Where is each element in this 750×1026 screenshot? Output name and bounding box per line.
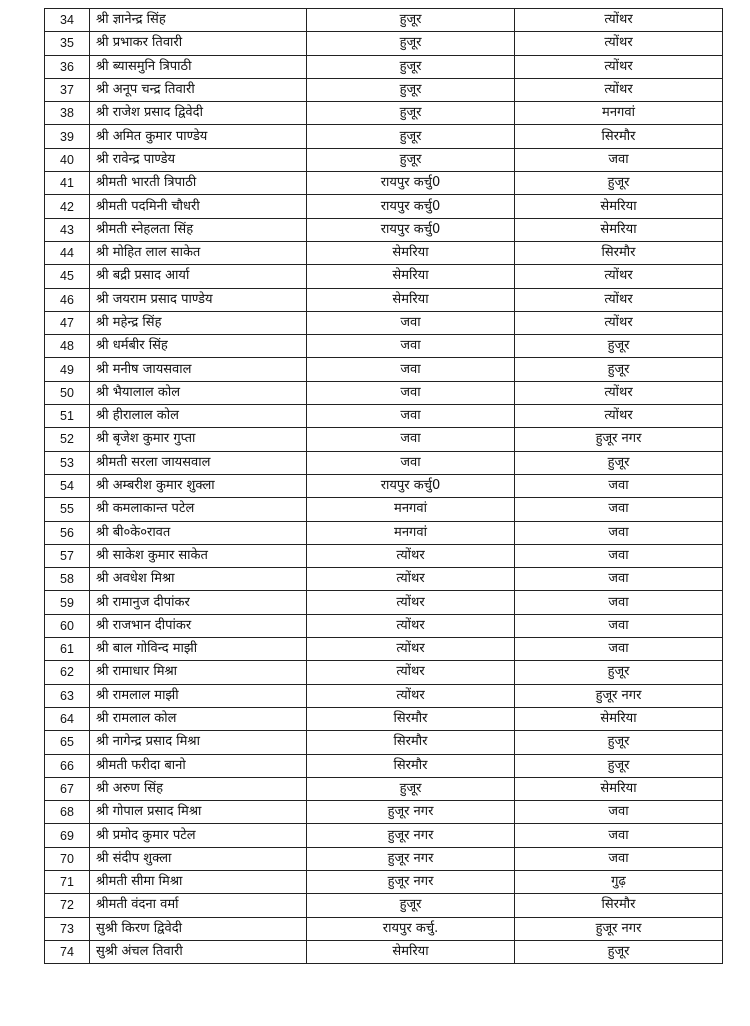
employee-name-cell: श्री अवधेश मिश्रा — [90, 568, 307, 591]
to-location-cell: त्योंथर — [515, 381, 723, 404]
table-row — [45, 847, 723, 870]
employee-name-cell: श्रीमती वंदना वर्मा — [90, 894, 307, 917]
from-location-cell: मनगवां — [307, 521, 515, 544]
from-location-cell: हुजूर — [307, 777, 515, 800]
from-location-cell: जवा — [307, 405, 515, 428]
serial-number-cell: 54 — [45, 474, 90, 497]
employee-name-cell: श्री महेन्द्र सिंह — [90, 311, 307, 334]
serial-number-cell: 57 — [45, 544, 90, 567]
employee-name-cell: श्रीमती सरला जायसवाल — [90, 451, 307, 474]
table-row — [45, 614, 723, 637]
serial-number-cell: 48 — [45, 335, 90, 358]
to-location-cell: हुजूर — [515, 358, 723, 381]
from-location-cell: जवा — [307, 428, 515, 451]
serial-number-cell: 73 — [45, 917, 90, 940]
serial-number-cell: 40 — [45, 148, 90, 171]
employee-name-cell: श्री रामलाल कोल — [90, 707, 307, 730]
employee-name-cell: श्री कमलाकान्त पटेल — [90, 498, 307, 521]
employee-name-cell: श्री प्रमोद कुमार पटेल — [90, 824, 307, 847]
table-row — [45, 591, 723, 614]
table-row — [45, 265, 723, 288]
employee-name-cell: श्री रावेन्द्र पाण्डेय — [90, 148, 307, 171]
to-location-cell: हुजूर — [515, 754, 723, 777]
from-location-cell: सिरमौर — [307, 707, 515, 730]
from-location-cell: रायपुर कर्चु0 — [307, 218, 515, 241]
table-row — [45, 358, 723, 381]
to-location-cell: हुजूर नगर — [515, 917, 723, 940]
employee-name-cell: श्री नागेन्द्र प्रसाद मिश्रा — [90, 731, 307, 754]
serial-number-cell: 62 — [45, 661, 90, 684]
table-row — [45, 241, 723, 264]
to-location-cell: सिरमौर — [515, 241, 723, 264]
table-row — [45, 335, 723, 358]
serial-number-cell: 61 — [45, 638, 90, 661]
table-row — [45, 824, 723, 847]
employee-name-cell: श्री हीरालाल कोल — [90, 405, 307, 428]
to-location-cell: जवा — [515, 847, 723, 870]
from-location-cell: सेमरिया — [307, 288, 515, 311]
to-location-cell: त्योंथर — [515, 288, 723, 311]
employee-name-cell: श्री भैयालाल कोल — [90, 381, 307, 404]
from-location-cell: जवा — [307, 335, 515, 358]
employee-name-cell: श्री साकेश कुमार साकेत — [90, 544, 307, 567]
to-location-cell: जवा — [515, 544, 723, 567]
serial-number-cell: 70 — [45, 847, 90, 870]
to-location-cell: त्योंथर — [515, 9, 723, 32]
serial-number-cell: 36 — [45, 55, 90, 78]
serial-number-cell: 49 — [45, 358, 90, 381]
from-location-cell: त्योंथर — [307, 638, 515, 661]
table-row — [45, 707, 723, 730]
to-location-cell: जवा — [515, 801, 723, 824]
from-location-cell: रायपुर कर्चु. — [307, 917, 515, 940]
from-location-cell: हुजूर — [307, 9, 515, 32]
to-location-cell: मनगवां — [515, 102, 723, 125]
table-row — [45, 195, 723, 218]
employee-name-cell: श्री बद्री प्रसाद आर्या — [90, 265, 307, 288]
serial-number-cell: 52 — [45, 428, 90, 451]
serial-number-cell: 39 — [45, 125, 90, 148]
from-location-cell: रायपुर कर्चु0 — [307, 195, 515, 218]
table-row — [45, 544, 723, 567]
serial-number-cell: 47 — [45, 311, 90, 334]
from-location-cell: हुजूर नगर — [307, 847, 515, 870]
to-location-cell: जवा — [515, 614, 723, 637]
table-row — [45, 638, 723, 661]
from-location-cell: जवा — [307, 381, 515, 404]
serial-number-cell: 71 — [45, 870, 90, 893]
serial-number-cell: 38 — [45, 102, 90, 125]
employee-name-cell: श्री रामाधार मिश्रा — [90, 661, 307, 684]
table-row — [45, 172, 723, 195]
table-body — [45, 9, 723, 964]
employee-name-cell: श्रीमती पदमिनी चौधरी — [90, 195, 307, 218]
table-row — [45, 125, 723, 148]
employee-name-cell: श्री राजभान दीपांकर — [90, 614, 307, 637]
from-location-cell: हुजूर — [307, 102, 515, 125]
serial-number-cell: 60 — [45, 614, 90, 637]
from-location-cell: त्योंथर — [307, 614, 515, 637]
table-row — [45, 78, 723, 101]
from-location-cell: हुजूर नगर — [307, 824, 515, 847]
table-row — [45, 498, 723, 521]
transfer-list-table — [44, 8, 723, 964]
table-row — [45, 754, 723, 777]
to-location-cell: जवा — [515, 474, 723, 497]
from-location-cell: हुजूर — [307, 78, 515, 101]
from-location-cell: जवा — [307, 311, 515, 334]
from-location-cell: हुजूर — [307, 148, 515, 171]
table-row — [45, 311, 723, 334]
employee-name-cell: श्री प्रभाकर तिवारी — [90, 32, 307, 55]
table-row — [45, 801, 723, 824]
serial-number-cell: 41 — [45, 172, 90, 195]
to-location-cell: त्योंथर — [515, 55, 723, 78]
table-row — [45, 288, 723, 311]
employee-name-cell: श्रीमती फरीदा बानो — [90, 754, 307, 777]
serial-number-cell: 72 — [45, 894, 90, 917]
serial-number-cell: 53 — [45, 451, 90, 474]
table-row — [45, 474, 723, 497]
serial-number-cell: 35 — [45, 32, 90, 55]
table-row — [45, 148, 723, 171]
from-location-cell: सेमरिया — [307, 265, 515, 288]
to-location-cell: सेमरिया — [515, 195, 723, 218]
from-location-cell: त्योंथर — [307, 661, 515, 684]
to-location-cell: जवा — [515, 148, 723, 171]
to-location-cell: सेमरिया — [515, 777, 723, 800]
to-location-cell: जवा — [515, 568, 723, 591]
table-row — [45, 777, 723, 800]
to-location-cell: हुजूर — [515, 731, 723, 754]
table-row — [45, 894, 723, 917]
to-location-cell: त्योंथर — [515, 32, 723, 55]
from-location-cell: जवा — [307, 451, 515, 474]
to-location-cell: हुजूर — [515, 335, 723, 358]
serial-number-cell: 44 — [45, 241, 90, 264]
from-location-cell: त्योंथर — [307, 544, 515, 567]
to-location-cell: हुजूर — [515, 940, 723, 963]
table-row — [45, 940, 723, 963]
serial-number-cell: 45 — [45, 265, 90, 288]
to-location-cell: जवा — [515, 498, 723, 521]
serial-number-cell: 51 — [45, 405, 90, 428]
employee-name-cell: श्री मोहित लाल साकेत — [90, 241, 307, 264]
employee-name-cell: श्री अनूप चन्द्र तिवारी — [90, 78, 307, 101]
table-row — [45, 870, 723, 893]
serial-number-cell: 69 — [45, 824, 90, 847]
serial-number-cell: 55 — [45, 498, 90, 521]
table-row — [45, 55, 723, 78]
employee-name-cell: श्री अरुण सिंह — [90, 777, 307, 800]
from-location-cell: त्योंथर — [307, 591, 515, 614]
table-row — [45, 451, 723, 474]
from-location-cell: सिरमौर — [307, 731, 515, 754]
serial-number-cell: 74 — [45, 940, 90, 963]
table-row — [45, 381, 723, 404]
from-location-cell: रायपुर कर्चु0 — [307, 474, 515, 497]
serial-number-cell: 43 — [45, 218, 90, 241]
table-row — [45, 731, 723, 754]
employee-name-cell: सुश्री किरण द्विवेदी — [90, 917, 307, 940]
table-row — [45, 568, 723, 591]
employee-name-cell: श्री जयराम प्रसाद पाण्डेय — [90, 288, 307, 311]
table-row — [45, 405, 723, 428]
employee-name-cell: श्री रामलाल माझी — [90, 684, 307, 707]
from-location-cell: हुजूर — [307, 125, 515, 148]
employee-name-cell: श्रीमती भारती त्रिपाठी — [90, 172, 307, 195]
from-location-cell: हुजूर — [307, 894, 515, 917]
to-location-cell: त्योंथर — [515, 78, 723, 101]
to-location-cell: जवा — [515, 521, 723, 544]
serial-number-cell: 65 — [45, 731, 90, 754]
employee-name-cell: श्री अम्बरीश कुमार शुक्ला — [90, 474, 307, 497]
employee-name-cell: श्री बृजेश कुमार गुप्ता — [90, 428, 307, 451]
from-location-cell: हुजूर — [307, 55, 515, 78]
employee-name-cell: श्री मनीष जायसवाल — [90, 358, 307, 381]
employee-name-cell: श्री संदीप शुक्ला — [90, 847, 307, 870]
employee-name-cell: श्री धर्मबीर सिंह — [90, 335, 307, 358]
serial-number-cell: 68 — [45, 801, 90, 824]
from-location-cell: सेमरिया — [307, 241, 515, 264]
serial-number-cell: 50 — [45, 381, 90, 404]
table-row — [45, 32, 723, 55]
table-row — [45, 102, 723, 125]
to-location-cell: सेमरिया — [515, 218, 723, 241]
from-location-cell: हुजूर — [307, 32, 515, 55]
employee-name-cell: श्री रामानुज दीपांकर — [90, 591, 307, 614]
from-location-cell: हुजूर नगर — [307, 870, 515, 893]
to-location-cell: जवा — [515, 638, 723, 661]
employee-name-cell: श्री बाल गोविन्द माझी — [90, 638, 307, 661]
serial-number-cell: 63 — [45, 684, 90, 707]
to-location-cell: जवा — [515, 824, 723, 847]
from-location-cell: जवा — [307, 358, 515, 381]
employee-name-cell: श्री ब्यासमुनि त्रिपाठी — [90, 55, 307, 78]
employee-name-cell: श्रीमती सीमा मिश्रा — [90, 870, 307, 893]
from-location-cell: रायपुर कर्चु0 — [307, 172, 515, 195]
serial-number-cell: 64 — [45, 707, 90, 730]
to-location-cell: त्योंथर — [515, 311, 723, 334]
to-location-cell: सिरमौर — [515, 125, 723, 148]
from-location-cell: सिरमौर — [307, 754, 515, 777]
to-location-cell: जवा — [515, 591, 723, 614]
employee-name-cell: श्री बी०के०रावत — [90, 521, 307, 544]
to-location-cell: हुजूर — [515, 661, 723, 684]
to-location-cell: हुजूर — [515, 172, 723, 195]
to-location-cell: हुजूर नगर — [515, 428, 723, 451]
serial-number-cell: 56 — [45, 521, 90, 544]
employee-name-cell: श्री ज्ञानेन्द्र सिंह — [90, 9, 307, 32]
table-row — [45, 9, 723, 32]
from-location-cell: सेमरिया — [307, 940, 515, 963]
from-location-cell: हुजूर नगर — [307, 801, 515, 824]
to-location-cell: गुढ़ — [515, 870, 723, 893]
to-location-cell: हुजूर — [515, 451, 723, 474]
to-location-cell: त्योंथर — [515, 265, 723, 288]
serial-number-cell: 58 — [45, 568, 90, 591]
table-row — [45, 521, 723, 544]
employee-name-cell: श्री गोपाल प्रसाद मिश्रा — [90, 801, 307, 824]
from-location-cell: मनगवां — [307, 498, 515, 521]
serial-number-cell: 46 — [45, 288, 90, 311]
serial-number-cell: 67 — [45, 777, 90, 800]
table-row — [45, 218, 723, 241]
serial-number-cell: 66 — [45, 754, 90, 777]
serial-number-cell: 59 — [45, 591, 90, 614]
serial-number-cell: 42 — [45, 195, 90, 218]
employee-name-cell: श्रीमती स्नेहलता सिंह — [90, 218, 307, 241]
from-location-cell: त्योंथर — [307, 684, 515, 707]
to-location-cell: सिरमौर — [515, 894, 723, 917]
table-row — [45, 661, 723, 684]
serial-number-cell: 37 — [45, 78, 90, 101]
serial-number-cell: 34 — [45, 9, 90, 32]
from-location-cell: त्योंथर — [307, 568, 515, 591]
to-location-cell: हुजूर नगर — [515, 684, 723, 707]
to-location-cell: सेमरिया — [515, 707, 723, 730]
employee-name-cell: श्री राजेश प्रसाद द्विवेदी — [90, 102, 307, 125]
table-row — [45, 684, 723, 707]
employee-name-cell: सुश्री अंचल तिवारी — [90, 940, 307, 963]
to-location-cell: त्योंथर — [515, 405, 723, 428]
employee-name-cell: श्री अमित कुमार पाण्डेय — [90, 125, 307, 148]
table-row — [45, 917, 723, 940]
table-row — [45, 428, 723, 451]
